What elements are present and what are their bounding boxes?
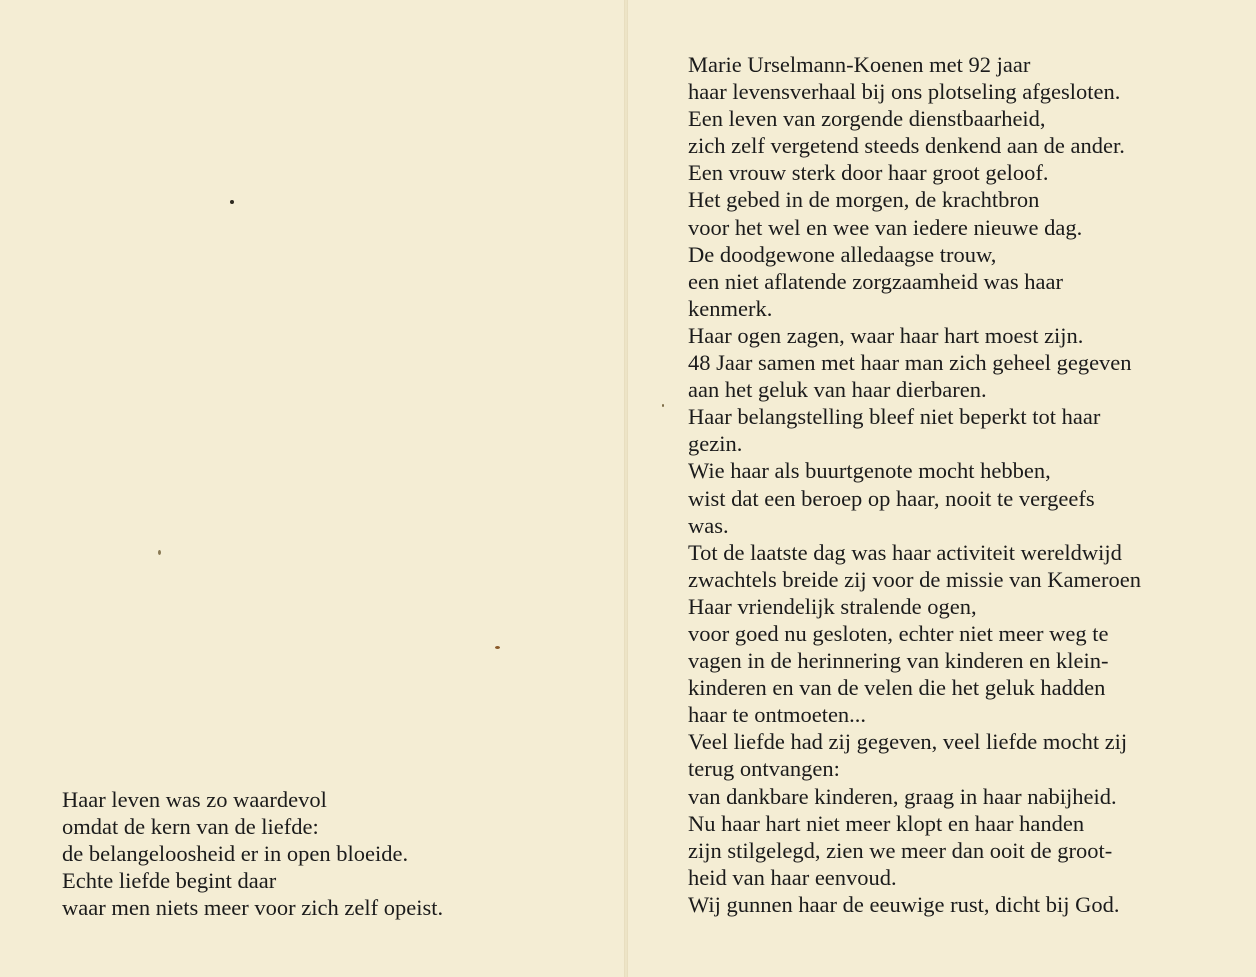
biography-line: heid van haar eenvoud. [688, 864, 897, 890]
biography-line: Een vrouw sterk door haar groot geloof. [688, 160, 1049, 186]
verse-line: de belangeloosheid er in open bloeide. [62, 841, 409, 866]
verse-line: Echte liefde begint daar [62, 868, 277, 893]
biography-line: zich zelf vergetend steeds denkend aan de ander. [688, 133, 1125, 159]
biography-line: kenmerk. [688, 295, 773, 321]
biography-line: Haar ogen zagen, waar haar hart moest zijn. [688, 322, 1084, 348]
biography-line: De doodgewone alledaagse trouw, [688, 241, 997, 267]
biography-line: Het gebed in de morgen, de krachtbron [688, 187, 1040, 213]
biography-line: zijn stilgelegd, zien we meer dan ooit de groot- [688, 837, 1113, 863]
biography-line: wist dat een beroep op haar, nooit te vergeefs [688, 485, 1095, 511]
biography-line: gezin. [688, 431, 743, 457]
biography-line: een niet aflatende zorgzaamheid was haar [688, 268, 1064, 294]
paper-speck [495, 646, 500, 649]
paper-speck [158, 550, 161, 555]
biography-line: Tot de laatste dag was haar activiteit wereldwijd [688, 539, 1122, 565]
biography-line: Haar belangstelling bleef niet beperkt tot haar [688, 404, 1101, 430]
biography-line: Nu haar hart niet meer klopt en haar handen [688, 810, 1085, 836]
biography-line: was. [688, 512, 729, 538]
biography-line: haar te ontmoeten... [688, 702, 867, 728]
verse-line: Haar leven was zo waardevol [62, 787, 327, 812]
biography-line: haar levensverhaal bij ons plotseling afgesloten. [688, 79, 1121, 105]
paper-speck [662, 404, 664, 407]
biography-line: voor het wel en wee van iedere nieuwe dag. [688, 214, 1083, 240]
paper-speck [230, 200, 234, 204]
biography-line: vagen in de herinnering van kinderen en klein- [688, 648, 1109, 674]
left-verse [62, 786, 443, 921]
verse-line: waar men niets meer voor zich zelf opeist. [62, 895, 444, 920]
biography-line: kinderen en van de velen die het geluk hadden [688, 675, 1106, 701]
biography-text [688, 51, 1141, 918]
biography-line: Marie Urselmann-Koenen met 92 jaar [688, 52, 1031, 77]
biography-line: Een leven van zorgende dienstbaarheid, [688, 106, 1046, 132]
verse-line: omdat de kern van de liefde: [62, 814, 319, 839]
biography-line: Veel liefde had zij gegeven, veel liefde mocht zij [688, 729, 1128, 755]
biography-line: Wie haar als buurtgenote mocht hebben, [688, 458, 1051, 484]
biography-line: Wij gunnen haar de eeuwige rust, dicht bij God. [688, 891, 1120, 917]
biography-line: aan het geluk van haar dierbaren. [688, 377, 987, 403]
biography-line: terug ontvangen: [688, 756, 840, 782]
biography-line: van dankbare kinderen, graag in haar nabijheid. [688, 783, 1117, 809]
biography-line: Haar vriendelijk stralende ogen, [688, 593, 977, 619]
biography-line: voor goed nu gesloten, echter niet meer weg te [688, 620, 1109, 646]
biography-line: zwachtels breide zij voor de missie van Kameroen [688, 566, 1141, 592]
biography-line: 48 Jaar samen met haar man zich geheel gegeven [688, 350, 1132, 376]
